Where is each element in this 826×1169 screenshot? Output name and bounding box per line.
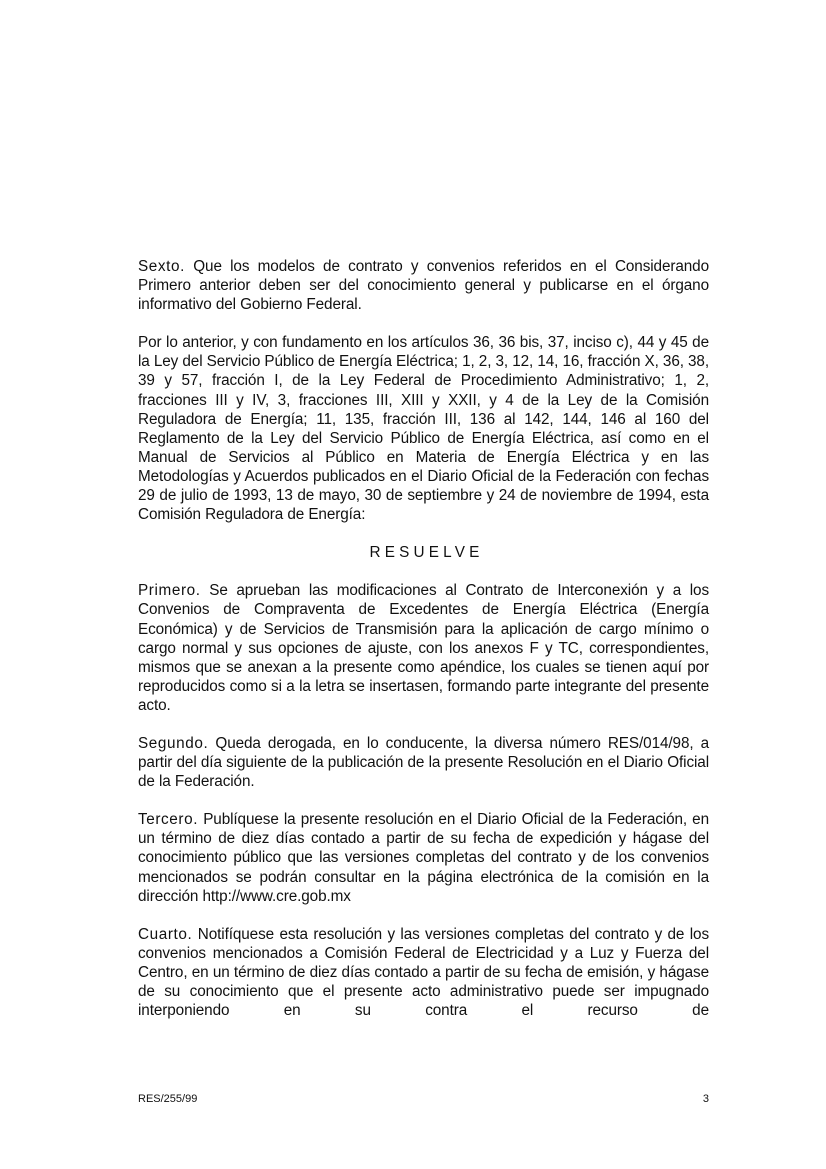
document-body: [138, 257, 709, 1039]
paragraph-text: Queda derogada, en lo conducente, la diversa número RES/014/98, a partir del día siguiente de la publicación de la presente Resolución en el Diario Oficial de la Federación.: [138, 734, 709, 791]
paragraph-lead: Segundo.: [138, 734, 209, 752]
paragraph-text: Notifíquese esta resolución y las versiones completas del contrato y de los convenios mencionados a Comisión Federal de Electricidad y a Luz y Fuerza del Centro, en un término de diez días contado a partir de su fecha de emisión, y hágase de su conocimiento que el presente acto administrativo puede ser impugnado interponiendo en su contra el recurso de: [138, 925, 709, 1020]
paragraph-lead: Primero.: [138, 582, 201, 600]
paragraph-text: Publíquese la presente resolución en el Diario Oficial de la Federación, en un término de diez días contado a partir de su fecha de expedición y hágase del conocimiento público que las versiones completas del contrato y de los convenios mencionados se podrán consultar en la página electrónica de la comisión en la dirección http://www.cre.gob.mx: [138, 811, 709, 905]
paragraph-text: Se aprueban las modificaciones al Contrato de Interconexión y a los Convenios de Compraventa de Excedentes de Energía Eléctrica (Energía Económica) y de Servicios de Transmisión para la aplicación de cargo mínimo o cargo normal y sus opciones de ajuste, con los anexos F y TC, correspondientes, mismos que se anexan a la presente como apéndice, los cuales se tienen aquí por reproducidos como si a la letra se insertasen, formando parte integrante del presente acto.: [138, 582, 709, 714]
paragraph-primero: [138, 581, 709, 715]
paragraph-tercero: [138, 810, 709, 905]
paragraph-lead: Cuarto.: [138, 925, 193, 943]
paragraph-text: Que los modelos de contrato y convenios referidos en el Considerando Primero anterior deben ser del conocimiento general y publicarse en el órgano informativo del Gobierno Federal.: [138, 258, 709, 314]
paragraph-fundamento: [138, 333, 709, 524]
footer-document-id: RES/255/99: [138, 1093, 198, 1105]
page-footer: [138, 1093, 709, 1105]
paragraph-lead: Tercero.: [138, 811, 199, 829]
paragraph-sexto: [138, 257, 709, 314]
section-heading-resuelve: RESUELVE: [369, 544, 484, 562]
paragraph-lead: Sexto.: [138, 258, 185, 275]
paragraph-cuarto: [138, 925, 709, 1020]
paragraph-segundo: [138, 734, 709, 791]
footer-page-number: 3: [702, 1093, 709, 1105]
paragraph-text: Por lo anterior, y con fundamento en los artículos 36, 36 bis, 37, inciso c), 44 y 45 de la Ley del Servicio Público de Energía Eléctrica; 1, 2, 3, 12, 14, 16, fracción X, 36, 38, 39 y 57, fracción I, de la Ley Federal de Procedimiento Administrativo; 1, 2, fracciones III y IV, 3, fracciones III, XIII y XXII, y 4 de la Ley de la Comisión Reguladora de Energía; 11, 135, fracción III, 136 al 142, 144, 146 al 160 del Reglamento de la Ley del Servicio Público de Energía Eléctrica, así como en el Manual de Servicios al Público en Materia de Energía Eléctrica y en las Metodologías y Acuerdos publicados en el Diario Oficial de la Federación con fechas 29 de julio de 1993, 13 de mayo, 30 de septiembre y 24 de noviembre de 1994, esta Comisión Reguladora de Energía:: [138, 334, 709, 524]
